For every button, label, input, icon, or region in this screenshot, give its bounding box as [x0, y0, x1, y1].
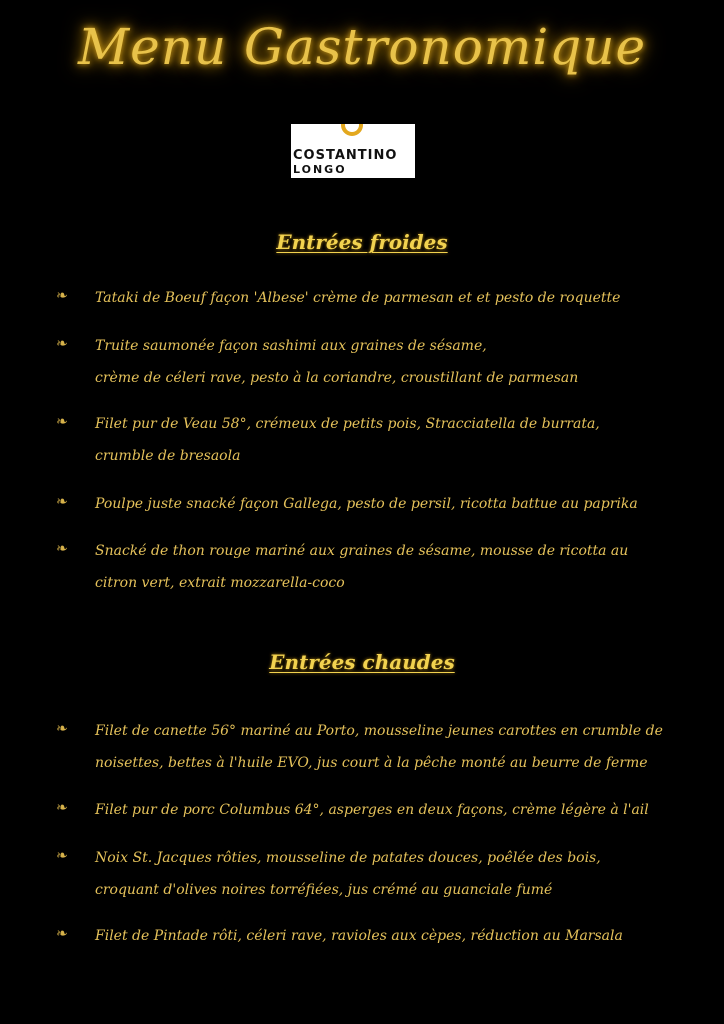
swirl-icon: ❧	[56, 926, 68, 942]
swirl-icon: ❧	[56, 288, 68, 304]
swirl-icon: ❧	[56, 800, 68, 816]
item-description: Tataki de Boeuf façon 'Albese' crème de parmesan et et pesto de roquette	[95, 290, 621, 306]
menu-title: Menu Gastronomique	[77, 18, 647, 76]
swirl-icon: ❧	[56, 494, 68, 510]
item-description: Noix St. Jacques rôties, mousseline de patates douces, poêlée des bois, croquant d'olives noires torréfiées, jus crémé au guanciale fumé	[95, 850, 601, 898]
swirl-icon: ❧	[56, 336, 68, 352]
section-title-entrees-chaudes: Entrées chaudes	[269, 650, 455, 674]
section-title-entrees-froides: Entrées froides	[276, 230, 448, 254]
logo-text-line1: COSTANTINO	[293, 148, 398, 163]
swirl-icon: ❧	[56, 721, 68, 737]
item-description: Snacké de thon rouge mariné aux graines de sésame, mousse de ricotta au citron vert, extrait mozzarella-coco	[95, 543, 629, 591]
item-description: Truite saumonée façon sashimi aux graines de sésame, crème de céleri rave, pesto à la coriandre, croustillant de parmesan	[95, 338, 579, 386]
item-description: Filet pur de porc Columbus 64°, asperges en deux façons, crème légère à l'ail	[95, 802, 649, 818]
restaurant-logo	[291, 124, 415, 178]
logo-text-line2: LONGO	[293, 163, 347, 176]
item-description: Filet de canette 56° mariné au Porto, mousseline jeunes carottes en crumble de noisettes, bettes à l'huile EVO, jus court à la pêche monté au beurre de ferme	[95, 723, 663, 771]
swirl-icon: ❧	[56, 414, 68, 430]
logo-ring-icon	[341, 124, 363, 136]
item-description: Filet pur de Veau 58°, crémeux de petits pois, Stracciatella de burrata, crumble de bresaola	[95, 416, 600, 464]
item-description: Filet de Pintade rôti, céleri rave, ravioles aux cèpes, réduction au Marsala	[95, 928, 623, 944]
swirl-icon: ❧	[56, 848, 68, 864]
swirl-icon: ❧	[56, 541, 68, 557]
item-description: Poulpe juste snacké façon Gallega, pesto de persil, ricotta battue au paprika	[95, 496, 638, 512]
